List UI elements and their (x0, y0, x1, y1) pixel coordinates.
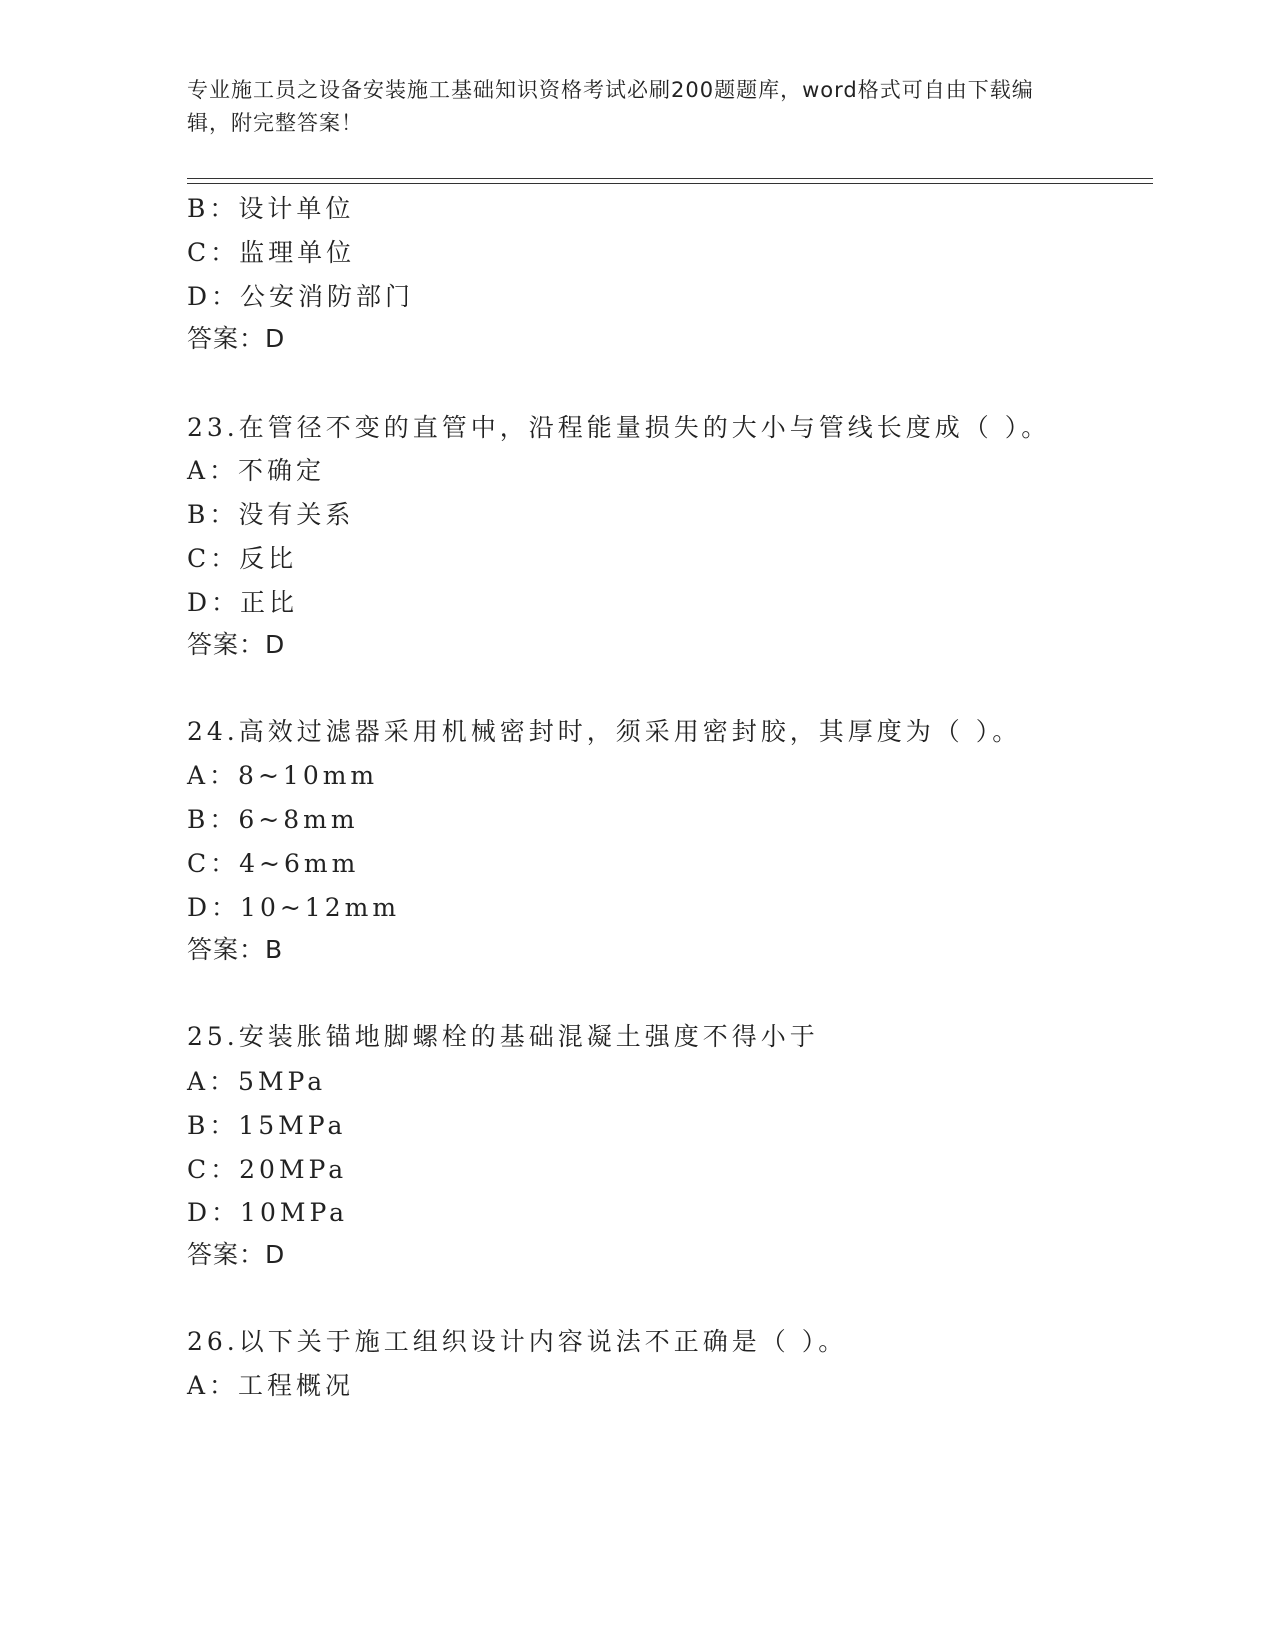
answer-line: 答案：B (187, 935, 284, 964)
answer-line: 答案：D (187, 324, 286, 353)
question-stem: 25.安装胀锚地脚螺栓的基础混凝土强度不得小于 (187, 1022, 819, 1051)
option-line: A：5MPa (187, 1067, 327, 1096)
option-line: D：10~12mm (187, 893, 401, 922)
question-stem: 26.以下关于施工组织设计内容说法不正确是（ ）。 (187, 1327, 848, 1356)
option-line: C：4~6mm (187, 849, 360, 878)
option-line: D：公安消防部门 (187, 282, 415, 311)
option-line: A：不确定 (187, 456, 326, 485)
option-line: D：正比 (187, 588, 299, 617)
option-line: C：20MPa (187, 1155, 348, 1184)
header-divider-top (187, 178, 1153, 179)
document-header: 专业施工员之设备安装施工基础知识资格考试必刷200题题库，word格式可自由下载编辑，附完整答案！ (187, 78, 1034, 135)
option-line: B：6~8mm (187, 805, 359, 834)
question-stem: 24.高效过滤器采用机械密封时，须采用密封胶，其厚度为（ ）。 (187, 717, 1022, 746)
option-line: A：工程概况 (187, 1371, 355, 1400)
option-line: D：10MPa (187, 1198, 349, 1227)
option-line: B：没有关系 (187, 500, 355, 529)
option-line: C：监理单位 (187, 238, 356, 267)
option-line: A：8~10mm (187, 761, 379, 790)
option-line: B：15MPa (187, 1111, 347, 1140)
option-line: B：设计单位 (187, 194, 355, 223)
question-stem: 23.在管径不变的直管中，沿程能量损失的大小与管线长度成（ ）。 (187, 413, 1051, 442)
header-divider-bottom (187, 183, 1153, 184)
option-line: C：反比 (187, 544, 298, 573)
answer-line: 答案：D (187, 630, 286, 659)
answer-line: 答案：D (187, 1240, 286, 1269)
